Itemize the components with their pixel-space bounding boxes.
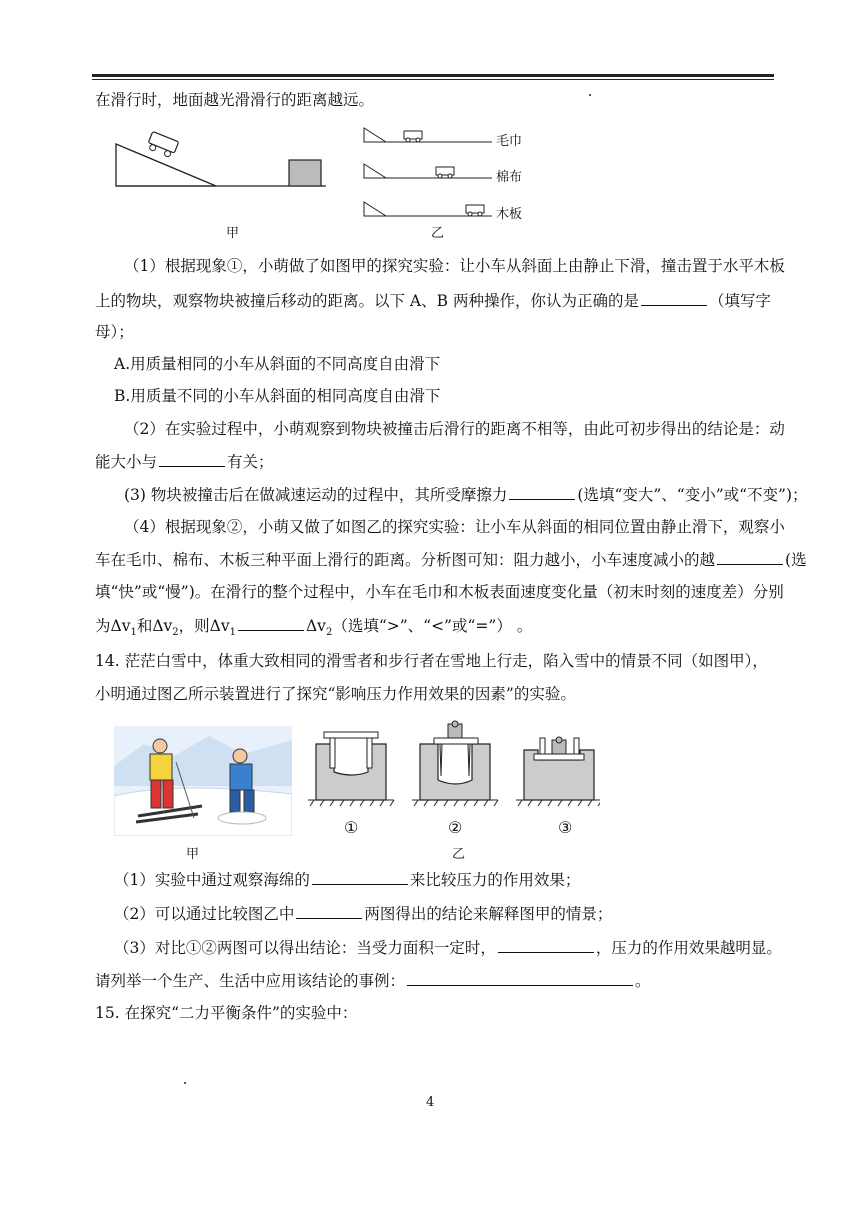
answer-blank[interactable] [312, 869, 408, 885]
answer-blank[interactable] [717, 549, 783, 565]
surface-label-cotton: 棉布 [496, 170, 523, 185]
text-line: 填“快”或“慢”)。在滑行的整个过程中，小车在毛巾和木板表面速度变化量（初末时刻的速度差）分别 [95, 583, 784, 601]
page-number: 4 [426, 1095, 435, 1110]
text-line: （1）实验中通过观察海绵的 来比较压力的作用效果； [114, 871, 581, 889]
fig-label-jia-2: 甲 [186, 847, 200, 862]
answer-blank[interactable] [498, 937, 594, 953]
text-line: （2）在实验过程中，小萌观察到物块被撞击后滑行的距离不相等，由此可初步得出的结论是：动 [124, 420, 785, 438]
answer-blank[interactable] [509, 484, 575, 500]
text-line: 在滑行时，地面越光滑滑行的距离越远。 [95, 91, 375, 109]
speck [184, 1082, 186, 1084]
text-line: 能大小与 有关； [95, 453, 274, 471]
figure-surfaces [360, 122, 500, 222]
figure-sponge-experiments [300, 720, 600, 812]
text-line: 小明通过图乙所示装置进行了探究“影响压力作用效果的因素”的实验。 [95, 685, 576, 703]
fig-label-yi-2: 乙 [452, 847, 466, 862]
header-rule-thin [92, 79, 774, 80]
fig-num-1: ① [344, 818, 359, 837]
option-b: B.用质量不同的小车从斜面的相同高度自由滑下 [114, 387, 441, 405]
text-line: 上的物块，观察物块被撞后移动的距离。以下 A、B 两种操作，你认为正确的是 （填写字 [95, 292, 771, 310]
answer-blank[interactable] [238, 615, 304, 631]
speck [589, 94, 591, 96]
text-line: 请列举一个生产、生活中应用该结论的事例： 。 [95, 972, 651, 990]
text-line: （1）根据现象①，小萌做了如图甲的探究实验：让小车从斜面上由静止下滑，撞击置于水平木板 [124, 257, 785, 275]
fig-num-2: ② [448, 818, 463, 837]
fig-label-jia: 甲 [226, 226, 240, 241]
text-line: （4）根据现象②，小萌又做了如图乙的探究实验：让小车从斜面的相同位置由静止滑下，观察小 [124, 518, 785, 536]
figure-skier-walker [114, 726, 292, 836]
figure-ramp-cart-block [110, 128, 330, 192]
text-line: （3）对比①②两图可以得出结论：当受力面积一定时， ，压力的作用效果越明显。 [114, 939, 782, 957]
surface-label-wood: 木板 [496, 207, 523, 222]
text-line: 车在毛巾、棉布、木板三种平面上滑行的距离。分析图可知：阻力越小，小车速度减小的越 (选 [95, 551, 807, 569]
fig-num-3: ③ [558, 818, 573, 837]
answer-blank[interactable] [159, 451, 225, 467]
question-14: 14. 茫茫白雪中，体重大致相同的滑雪者和步行者在雪地上行走，陷入雪中的情景不同（如图甲）， [95, 652, 768, 670]
text-line: 为$\Delta v_1$和$\Delta v_2$，则$\Delta v_1$ $\Delta v_2$（选填“>”、“<”或“=”） 。 [95, 617, 533, 639]
text-line: （2）可以通过比较图乙中 两图得出的结论来解释图甲的情景； [114, 905, 613, 923]
answer-blank[interactable] [407, 970, 633, 986]
answer-blank[interactable] [296, 903, 362, 919]
header-rule [92, 74, 774, 77]
text-line: 母）； [95, 323, 134, 341]
answer-blank[interactable] [641, 290, 707, 306]
surface-label-towel: 毛巾 [496, 134, 523, 149]
fig-label-yi: 乙 [431, 226, 445, 241]
option-a: A.用质量相同的小车从斜面的不同高度自由滑下 [114, 355, 441, 373]
question-15: 15. 在探究“二力平衡条件”的实验中： [95, 1004, 358, 1022]
text-line: (3) 物块被撞击后在做减速运动的过程中，其所受摩擦力 (选填“变大”、“变小”或“不变”)； [124, 486, 808, 504]
